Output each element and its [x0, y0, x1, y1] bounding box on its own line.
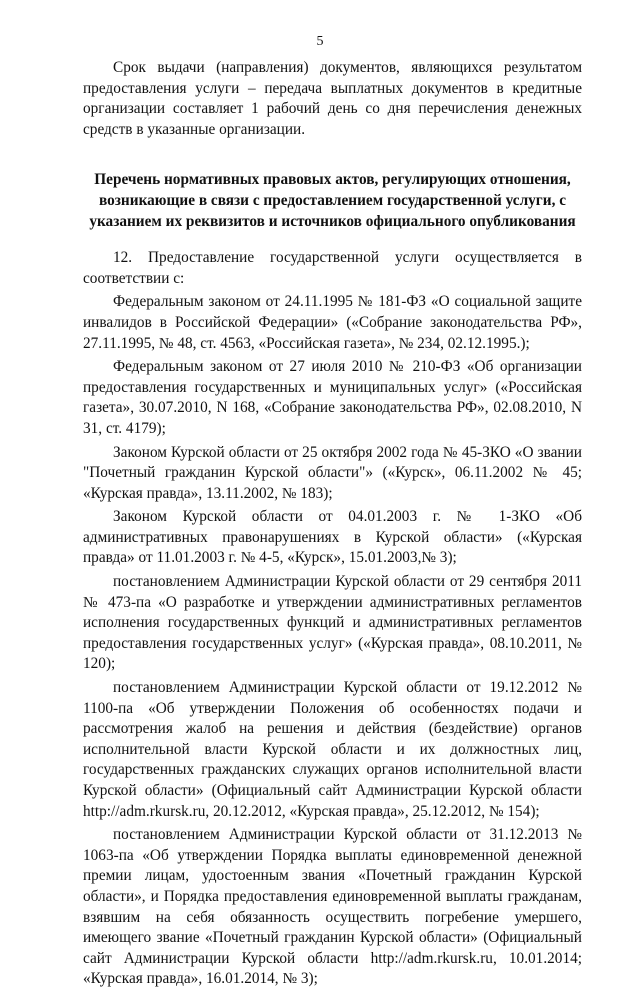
paragraph-law-1-zko: Законом Курской области от 04.01.2003 г. № 1-ЗКО «Об административных правонарушениях в Курской области» («Курская правда» от 11.01.2003 г. № 4-5, «Курск», 15.01.2003,№ 3);	[83, 508, 582, 567]
paragraph-provision-basis: 12. Предоставление государственной услуги осуществляется в соответствии с:	[83, 249, 582, 287]
paragraph-law-181-fz: Федеральным законом от 24.11.1995 № 181-ФЗ «О социальной защите инвалидов в Российской Федерации» («Собрание законодательства РФ», 27.11.1995, № 48, ст. 4563, «Российская газета», № 234, 02.12.1995.);	[83, 293, 582, 352]
paragraph-resolution-1100-pa: постановлением Администрации Курской области от 19.12.2012 № 1100-па «Об утверждении Положения об особенностях подачи и рассмотрения жалоб на решения и действия (бездействие) органов исполнительной власти Курской области и их должностных лиц, государственных гражданских служащих органов исполнительной власти Курской области» (Официальный сайт Администрации Курской области http://adm.rkursk.ru, 20.12.2012, «Курская правда», 25.12.2012, № 154);	[83, 679, 582, 820]
paragraph-law-210-fz: Федеральным законом от 27 июля 2010 № 210-ФЗ «Об организации предоставления государственных и муниципальных услуг» («Российская газета», 30.07.2010, N 168, «Собрание законодательства РФ», 02.08.2010, N 31, ст. 4179);	[83, 358, 582, 437]
paragraph-law-45-zko: Законом Курской области от 25 октября 2002 года № 45-ЗКО «О звании "Почетный гражданин Курской области"» («Курск», 06.11.2002 № 45; «Курская правда», 13.11.2002, № 183);	[83, 443, 582, 502]
intro-paragraph: Срок выдачи (направления) документов, являющихся результатом предоставления услуги – передача выплатных документов в кредитные организации составляет 1 рабочий день со дня перечисления денежных средств в указанные организации.	[83, 59, 582, 138]
page-number: 5	[316, 34, 324, 49]
document-body	[83, 58, 582, 993]
paragraph-resolution-1063-pa: постановлением Администрации Курской области от 31.12.2013 № 1063-па «Об утверждении Порядка выплаты единовременной денежной премии лицам, удостоенным звания «Почетный гражданин Курской области», и Порядка предоставления единовременной выплаты гражданам, взявшим на себя обязанность осуществить погребение умершего, имеющего звание «Почетный гражданин Курской области» (Официальный сайт Администрации Курской области http://adm.rkursk.ru, 10.01.2014; «Курская правда», 16.01.2014, № 3);	[83, 826, 582, 988]
paragraph-resolution-473-pa: постановлением Администрации Курской области от 29 сентября 2011 № 473-па «О разработке и утверждении административных регламентов исполнения государственных функций и административных регламентов предоставления государственных услуг» («Курская правда», 08.10.2011, № 120);	[83, 573, 582, 673]
section-heading: Перечень нормативных правовых актов, регулирующих отношения, возникающие в связи с предоставлением государственной услуги, с указанием их реквизитов и источников официального опубликования	[89, 171, 576, 230]
